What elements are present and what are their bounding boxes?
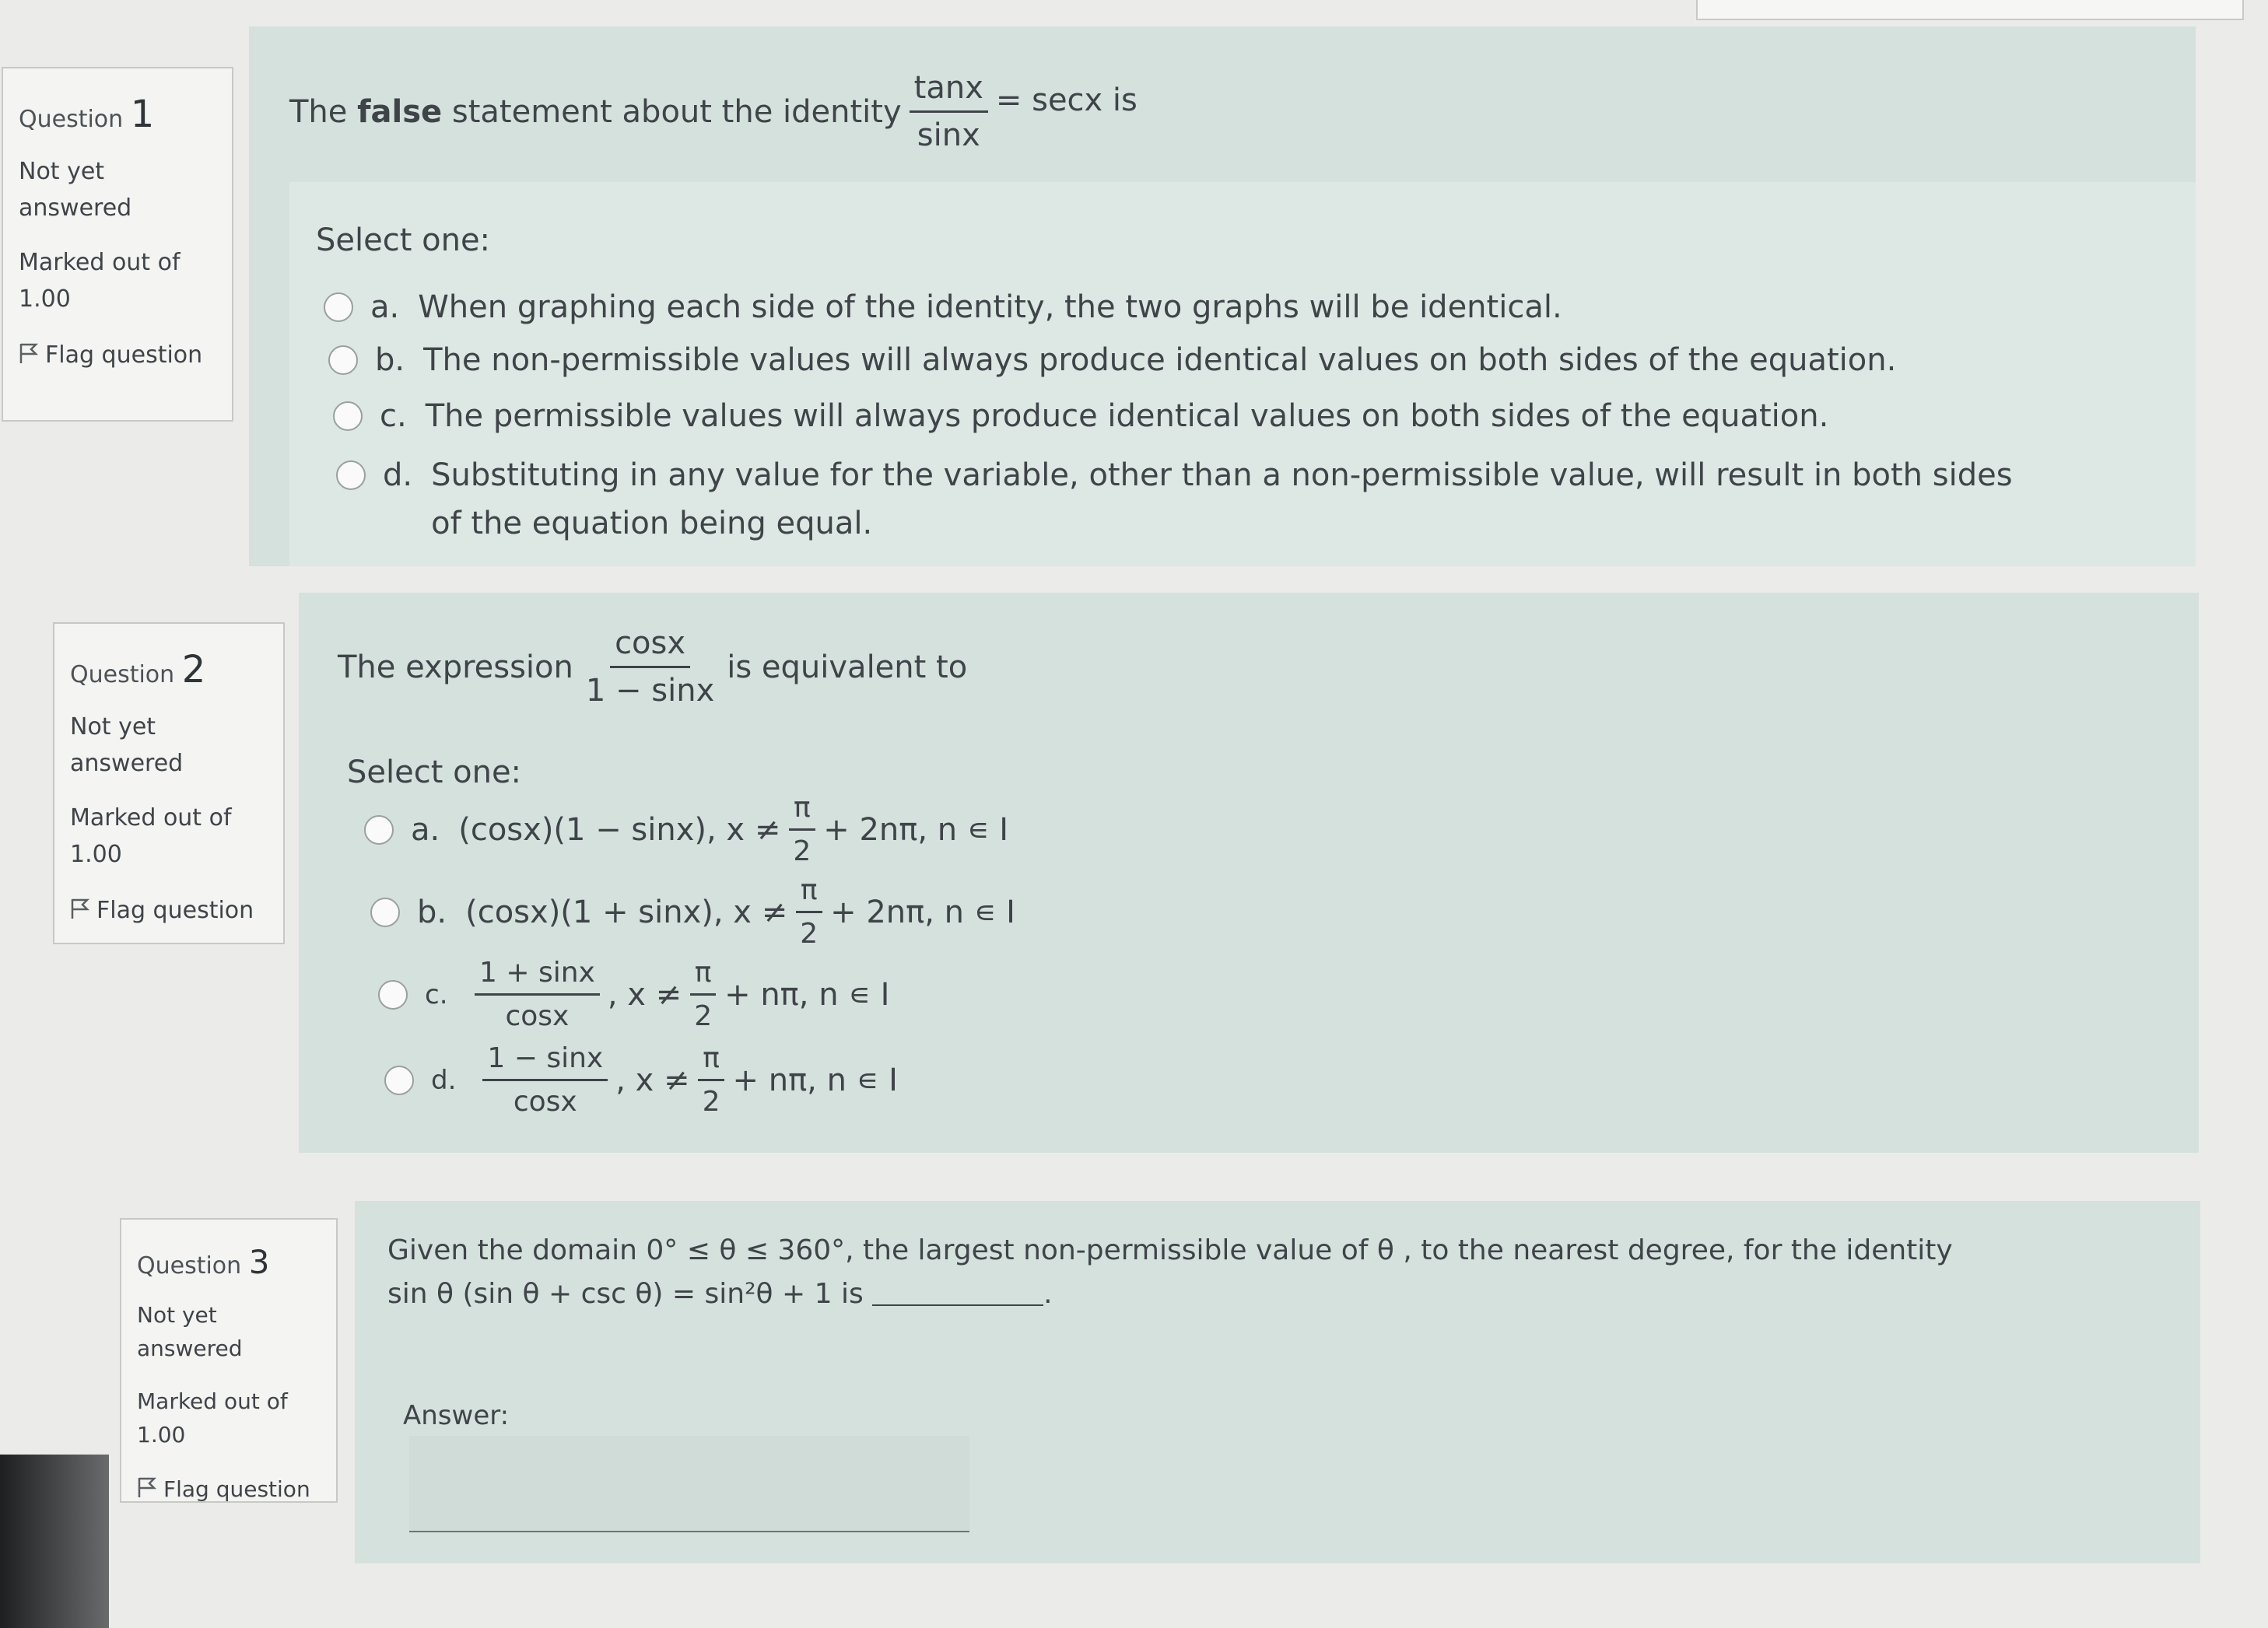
question-label: Question — [70, 661, 175, 688]
fraction — [698, 1042, 725, 1119]
screen-edge-shadow — [0, 1455, 109, 1628]
option-expression: (cosx)(1 + sinx), x ≠ — [465, 894, 788, 930]
question-content-3 — [355, 1201, 2200, 1563]
answer-blank — [872, 1304, 1043, 1306]
option-tail: + nπ, n ∊ I — [724, 976, 890, 1013]
flag-icon — [70, 898, 90, 919]
option-letter: a. — [411, 811, 440, 848]
fraction-denominator: 1 − sinx — [585, 673, 715, 709]
option-tail: + 2nπ, n ∊ I — [830, 894, 1015, 930]
option-letter: c. — [425, 979, 448, 1010]
radio-button[interactable] — [364, 815, 394, 845]
option-c[interactable] — [378, 957, 889, 1033]
radio-button[interactable] — [324, 292, 353, 322]
option-a[interactable] — [364, 792, 1008, 868]
fraction-numerator: π — [690, 957, 717, 996]
prompt-prefix: The expression — [338, 649, 573, 685]
question-content-2 — [299, 593, 2199, 1153]
prompt-line-2: sin θ (sin θ + csc θ) = sin²θ + 1 is — [387, 1277, 864, 1310]
radio-button[interactable] — [384, 1066, 414, 1095]
flag-label: Flag question — [163, 1476, 310, 1502]
question-status: Not yet answered — [19, 158, 132, 222]
flag-label: Flag question — [96, 897, 254, 925]
option-letter: b. — [417, 894, 447, 930]
prompt-suffix: is equivalent to — [727, 649, 968, 685]
prompt-bold: false — [357, 93, 443, 130]
option-tail: + 2nπ, n ∊ I — [823, 811, 1009, 848]
option-c[interactable] — [333, 398, 1828, 434]
question-label: Question — [19, 106, 124, 133]
question-info-1 — [2, 67, 233, 422]
select-one-label: Select one: — [347, 754, 522, 790]
option-b[interactable] — [328, 342, 1896, 378]
question-number — [19, 86, 216, 143]
question-label: Question — [137, 1252, 242, 1280]
radio-button[interactable] — [370, 898, 400, 927]
option-b[interactable] — [370, 874, 1015, 951]
fraction-denominator: 2 — [793, 835, 812, 868]
option-letter: d. — [431, 1064, 457, 1096]
option-text: Substituting in any value for the variable, other than a non-permissible value, will result in both sides of the equation being equal. — [431, 457, 2013, 541]
question-content-1 — [249, 26, 2196, 566]
fraction-numerator: tanx — [910, 70, 988, 113]
radio-button[interactable] — [336, 460, 366, 490]
flag-label: Flag question — [45, 341, 203, 369]
option-letter: b. — [375, 342, 405, 378]
option-d[interactable] — [384, 1042, 898, 1119]
option-expression: (cosx)(1 − sinx), x ≠ — [458, 811, 781, 848]
fraction — [581, 625, 719, 709]
fraction-numerator: 1 + sinx — [475, 957, 600, 996]
fraction-denominator: 2 — [800, 918, 819, 951]
option-tail: + nπ, n ∊ I — [732, 1062, 898, 1098]
fraction — [795, 874, 822, 951]
question-info-2 — [53, 622, 285, 944]
question-info-3 — [120, 1218, 338, 1503]
radio-button[interactable] — [378, 980, 408, 1010]
prompt-suffix: = secx is — [995, 82, 1138, 118]
question-number — [70, 641, 268, 698]
answer-area — [289, 182, 2196, 566]
fraction-numerator: π — [789, 792, 815, 831]
question-text — [387, 1229, 1953, 1316]
option-text: The permissible values will always produce identical values on both sides of the equation. — [425, 398, 1829, 434]
flag-question-link[interactable] — [70, 893, 268, 930]
answer-label: Answer: — [403, 1400, 510, 1431]
question-marks: Marked out of 1.00 — [19, 249, 181, 313]
lead-fraction — [475, 957, 600, 1033]
prompt-line-1: Given the domain 0° ≤ θ ≤ 360°, the largest non-permissible value of θ , to the nearest degree, for the identity — [387, 1234, 1953, 1266]
fraction-denominator: 2 — [694, 1000, 713, 1033]
fraction-denominator: cosx — [513, 1086, 577, 1119]
option-letter: a. — [370, 289, 400, 325]
question-text — [289, 70, 1138, 153]
fraction-numerator: cosx — [610, 625, 690, 668]
option-letter: c. — [380, 398, 407, 434]
question-number-value: 2 — [181, 648, 206, 691]
question-status: Not yet answered — [137, 1302, 243, 1362]
question-marks: Marked out of 1.00 — [137, 1388, 288, 1448]
radio-button[interactable] — [333, 401, 363, 431]
prompt-middle: statement about the identity — [451, 93, 902, 130]
lead-fraction — [482, 1042, 608, 1119]
option-d[interactable] — [336, 451, 2048, 548]
radio-button[interactable] — [328, 345, 358, 375]
option-text: The non-permissible values will always produce identical values on both sides of the equation. — [423, 342, 1897, 378]
option-expression: , x ≠ — [615, 1062, 690, 1098]
question-number-value: 3 — [248, 1243, 270, 1281]
option-a[interactable] — [324, 289, 1562, 325]
option-text: When graphing each side of the identity, the two graphs will be identical. — [418, 289, 1562, 325]
fraction-denominator: sinx — [917, 117, 980, 153]
fraction-numerator: π — [796, 874, 822, 913]
question-number-value: 1 — [130, 93, 155, 136]
fraction-denominator: cosx — [505, 1000, 570, 1033]
prompt-line-2-row: sin θ (sin θ + csc θ) = sin²θ + 1 is . — [387, 1277, 1053, 1310]
question-status: Not yet answered — [70, 713, 184, 777]
prompt-prefix: The — [289, 93, 348, 130]
fraction — [788, 792, 815, 868]
fraction-denominator: 2 — [702, 1086, 720, 1119]
flag-question-link[interactable] — [19, 338, 216, 374]
question-number — [137, 1237, 321, 1287]
flag-question-link[interactable] — [137, 1472, 321, 1506]
top-edge-panel — [1696, 0, 2244, 20]
fraction-numerator: π — [698, 1042, 724, 1081]
select-one-label: Select one: — [316, 222, 491, 258]
option-letter: d. — [383, 457, 413, 493]
flag-icon — [137, 1476, 157, 1498]
fraction-numerator: 1 − sinx — [482, 1042, 608, 1081]
flag-icon — [19, 342, 39, 364]
fraction — [910, 70, 988, 153]
answer-input[interactable] — [409, 1436, 969, 1532]
option-expression: , x ≠ — [607, 976, 682, 1013]
question-marks: Marked out of 1.00 — [70, 804, 232, 868]
fraction — [689, 957, 717, 1033]
question-text — [338, 625, 967, 709]
